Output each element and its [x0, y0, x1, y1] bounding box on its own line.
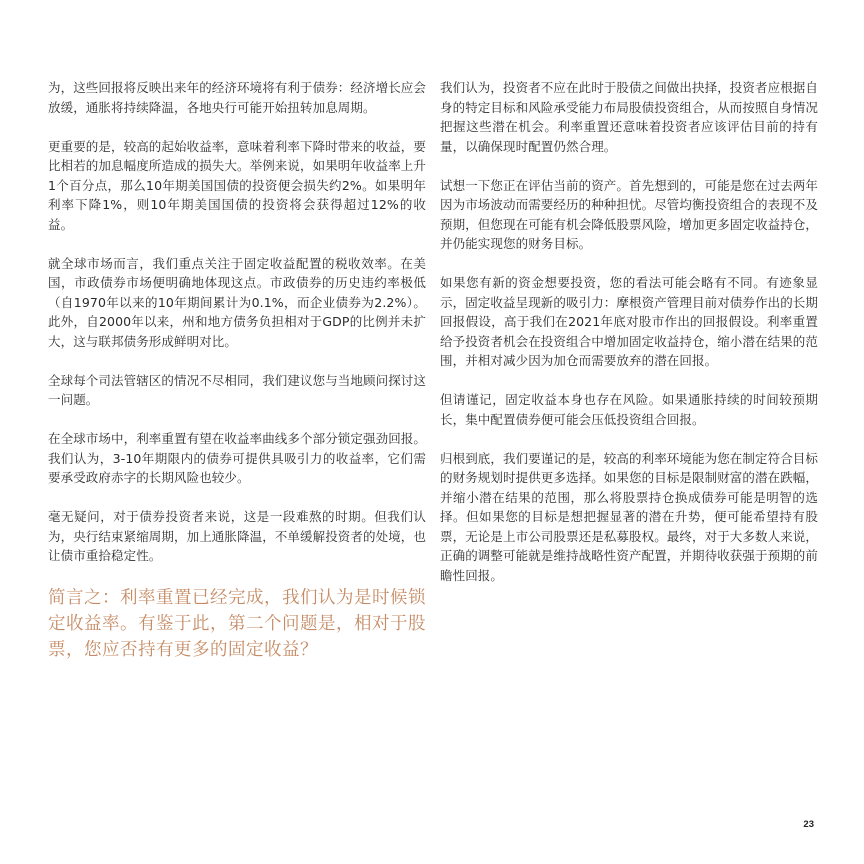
right-paragraph-2: 试想一下您正在评估当前的资产。首先想到的，可能是您在过去两年因为市场波动而需要经历的种种担忧。尽管均衡投资组合的表现不及预期，但您现在可能有机会降低股票风险，增加更多固定收益持仓，并仍能实现您的财务目标。: [440, 177, 819, 251]
left-paragraph-3: 就全球市场而言，我们重点关注于固定收益配置的税收效率。在美国，市政债券市场便明确地体现这点。市政债券的历史违约率极低（自1970年以来的10年期间累计为0.1%，而企业债券为2.2%）。此外，自2000年以来，州和地方债务负担相对于GDP的比例并未扩大，这与联邦债务形成鲜明对比。: [48, 255, 426, 349]
right-paragraph-4: 但请谨记，固定收益本身也存在风险。如果通胀持续的时间较预期长，集中配置债券便可能会压低投资组合回报。: [440, 392, 818, 427]
right-paragraph-3: 如果您有新的资金想要投资，您的看法可能会略有不同。有迹象显示，固定收益呈现新的吸引力：摩根资产管理目前对债券作出的长期回报假设，高于我们在2021年底对股市作出的回报假设。利率重置给予投资者机会在投资组合中增加固定收益持仓，缩小潜在结果的范围，并相对减少因为加仓而需要放弃的潜在回报。: [440, 275, 819, 368]
page-number: 23: [803, 819, 814, 830]
left-column: [48, 78, 426, 663]
left-paragraph-1: 为，这些回报将反映出来年的经济环境将有利于债券：经济增长应会放缓，通胀将持续降温，各地央行可能开始扭转加息周期。: [48, 80, 427, 115]
right-paragraph-5: 归根到底，我们要谨记的是，较高的利率环境能为您在制定符合目标的财务规划时提供更多选择。如果您的目标是限制财富的潜在跌幅，并缩小潜在结果的范围，那么将股票持仓换成债券可能是明智的选择。但如果您的目标是想把握显著的潜在升势，便可能希望持有股票，无论是上市公司股票还是私募股权。最终，对于大多数人来说，正确的调整可能就是维持战略性资产配置，并期待收获强于预期的前瞻性回报。: [440, 450, 819, 583]
right-column: [440, 78, 818, 605]
left-paragraph-2: 更重要的是，较高的起始收益率，意味着利率下降时带来的收益，要比相若的加息幅度所造成的损失大。举例来说，如果明年收益率上升1个百分点，那么10年期美国国债的投资便会损失约2%。如果明年利率下降1%，则10年期美国国债的投资将会获得超过12%的收益。: [48, 138, 427, 232]
right-paragraph-1: 我们认为，投资者不应在此时于股债之间做出抉择，投资者应根据自身的特定目标和风险承受能力布局股债投资组合，从而按照自身情况把握这些潜在机会。利率重置还意味着投资者应该评估目前的持有量，以确保现时配置仍然合理。: [440, 80, 819, 154]
pull-quote: 简言之：利率重置已经完成，我们认为是时候锁定收益率。有鉴于此，第二个问题是，相对于股票，您应否持有更多的固定收益？: [48, 588, 426, 660]
left-paragraph-5: 在全球市场中，利率重置有望在收益率曲线多个部分锁定强劲回报。我们认为，3-10年期限内的债券可提供具吸引力的收益率，它们需要承受政府赤字的长期风险也较少。: [48, 431, 427, 485]
left-paragraph-4: 全球每个司法管辖区的情况不尽相同，我们建议您与当地顾问探讨这一问题。: [48, 372, 427, 407]
left-paragraph-6: 毫无疑问，对于债券投资者来说，这是一段难熬的时期。但我们认为，央行结束紧缩周期，加上通胀降温，不单缓解投资者的处境，也让债市重拾稳定性。: [48, 509, 427, 563]
